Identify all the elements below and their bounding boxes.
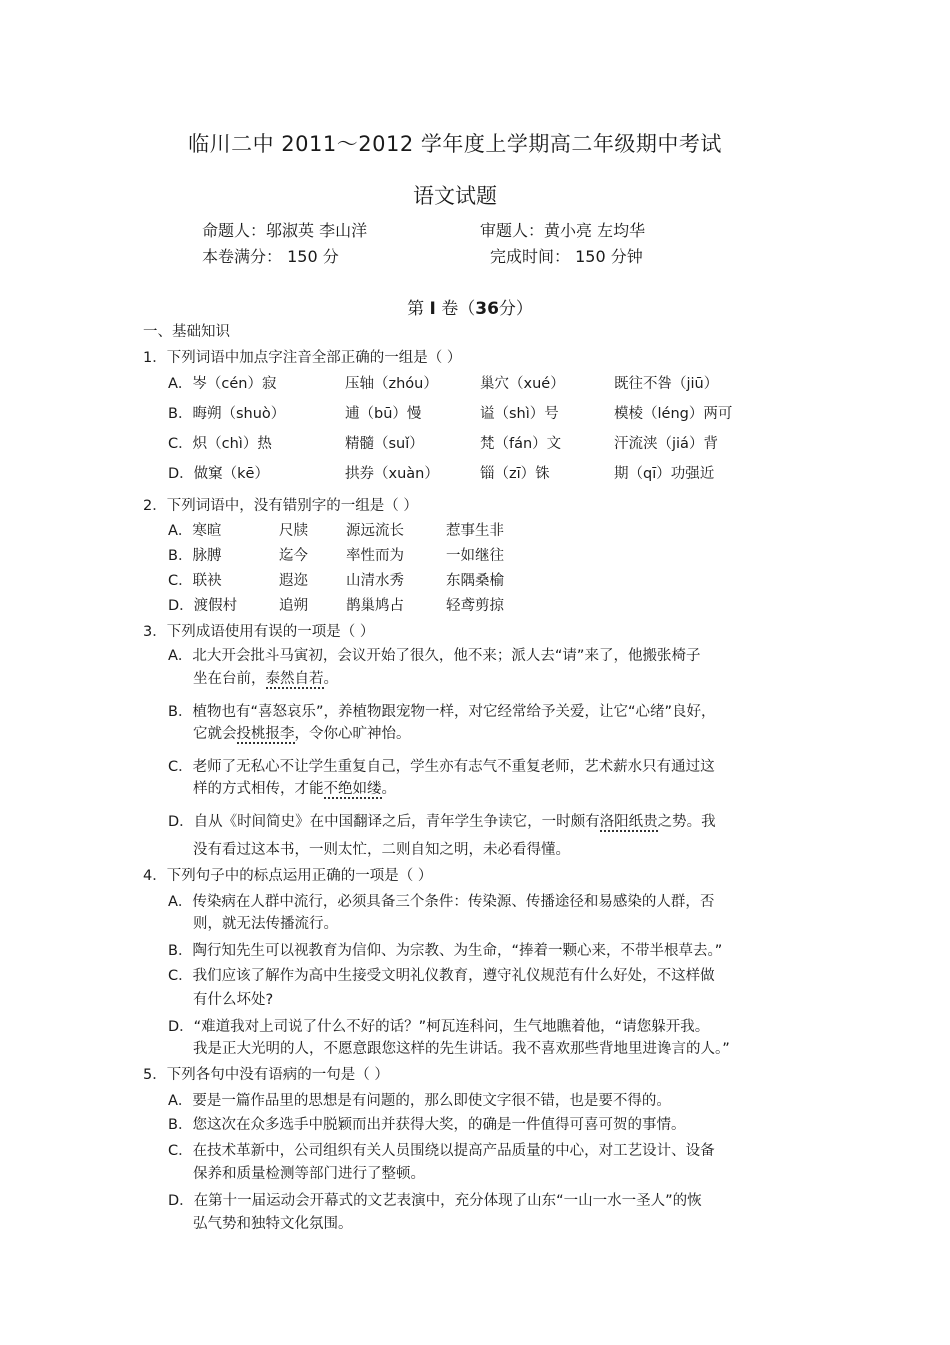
q3-c-end: 。 [381, 781, 396, 797]
question-1-stem: 1．下列词语中加点字注音全部正确的一组是（ ） [143, 350, 462, 366]
q5-option-c-line1: C．在技术革新中，公司组织有关人员围绕以提高产品质量的中心，对工艺设计、设备 [168, 1143, 715, 1159]
reviewer-line [480, 218, 645, 241]
q1-option-a-3: 巢穴（xué） [480, 376, 565, 392]
q2-option-b-2: 迄今 [279, 548, 308, 564]
q1-option-c-2: 精髓（suǐ） [345, 436, 424, 452]
q1-option-b-1: B．晦朔（shuò） [168, 406, 286, 422]
score-value: 150 分 [287, 247, 339, 266]
section-roman: Ⅰ [429, 299, 436, 319]
q1-option-a-1: A．岑（cén）寂 [168, 376, 277, 392]
q4-option-d-line2: 我是正大光明的人，不愿意跟您这样的先生讲话。我不喜欢那些背地里进谗言的人。” [193, 1041, 730, 1057]
q5-option-a-line1: A．要是一篇作品里的思想是有问题的，那么即使文字很不错，也是要不得的。 [168, 1093, 671, 1109]
q3-option-a-line2 [193, 667, 338, 688]
q2-option-b-3: 率性而为 [346, 548, 404, 564]
score-line [202, 244, 339, 267]
section-suffix: 卷（ [441, 299, 476, 319]
q3-option-d-line1 [168, 810, 716, 831]
q1-option-b-3: 谥（shì）号 [480, 406, 559, 422]
q3-a-end: 。 [323, 671, 338, 687]
q1-option-c-4: 汗流浃（jiá）背 [614, 436, 718, 452]
q2-option-c-3: 山清水秀 [346, 573, 404, 589]
q5-option-d-line2: 弘气势和独特文化氛围。 [193, 1216, 353, 1232]
q1-option-a-2: 压轴（zhóu） [345, 376, 438, 392]
section-prefix: 第 [407, 299, 425, 319]
section-heading [0, 294, 940, 319]
author-label: 命题人： [202, 221, 267, 240]
page-subtitle: 语文试题 [413, 184, 497, 208]
q3-c-text: 样的方式相传，才能 [193, 781, 324, 797]
q3-d-text: D．自从《时间简史》在中国翻译之后，青年学生争读它，一时颇有 [168, 814, 600, 830]
q3-d-dotted-idiom: 洛阳纸贵 [599, 814, 658, 830]
q3-b-text: 它就会 [193, 726, 237, 742]
q2-option-a-4: 惹事生非 [446, 523, 504, 539]
q2-option-a-3: 源远流长 [346, 523, 404, 539]
q3-a-text: 坐在台前， [193, 671, 266, 687]
q2-option-d-2: 追朔 [279, 598, 308, 614]
q3-c-dotted-idiom: 不绝如缕 [323, 781, 382, 797]
question-3-stem: 3．下列成语使用有误的一项是（ ） [143, 624, 375, 640]
q3-a-dotted-idiom: 泰然自若 [265, 671, 324, 687]
q2-option-b-1: B．脉膊 [168, 548, 222, 564]
reviewer-names: 黄小亮 左均华 [544, 221, 646, 240]
q3-option-c-line1: C．老师了无私心不让学生重复自己，学生亦有志气不重复老师，艺术薪水只有通过这 [168, 759, 715, 775]
author-names: 邬淑英 李山洋 [266, 221, 368, 240]
q4-option-c-line1: C．我们应该了解作为高中生接受文明礼仪教育，遵守礼仪规范有什么好处，不这样做 [168, 968, 715, 984]
time-value: 150 分钟 [575, 247, 643, 266]
q1-option-d-4: 期（qī）功强近 [614, 466, 715, 482]
q4-option-d-line1: D．“难道我对上司说了什么不好的话？”柯瓦连科问，生气地瞧着他，“请您躲开我。 [168, 1019, 710, 1035]
section-close: 分） [498, 299, 533, 319]
q2-option-c-1: C．联袂 [168, 573, 222, 589]
q3-b-dotted-idiom: 投桃报李 [236, 726, 295, 742]
q3-b-end: ，令你心旷神怡。 [294, 726, 411, 742]
q3-option-c-line2 [193, 777, 396, 798]
q3-option-b-line2 [193, 722, 411, 743]
q4-option-b-line1: B．陶行知先生可以视教育为信仰、为宗教、为生命，“捧着一颗心来，不带半根草去。” [168, 943, 723, 959]
time-label: 完成时间： [490, 247, 571, 266]
q2-option-a-1: A．寒暄 [168, 523, 222, 539]
time-line [490, 244, 643, 267]
q3-option-d-line2: 没有看过这本书，一则太忙，二则自知之明，未必看得懂。 [193, 842, 570, 858]
q2-option-d-1: D．渡假村 [168, 598, 238, 614]
q1-option-d-2: 拱券（xuàn） [345, 466, 439, 482]
reviewer-label: 审题人： [480, 221, 545, 240]
q1-option-d-1: D．做窠（kē） [168, 466, 269, 482]
q5-option-d-line1: D．在第十一届运动会开幕式的文艺表演中，充分体现了山东“一山一水一圣人”的恢 [168, 1193, 702, 1209]
q2-option-c-2: 遐迩 [279, 573, 308, 589]
q5-option-c-line2: 保养和质量检测等部门进行了整顿。 [193, 1166, 425, 1182]
page-title: 临川二中 2011～2012 学年度上学期高二年级期中考试 [188, 132, 722, 156]
q1-option-a-4: 既往不咎（jiū） [614, 376, 719, 392]
q1-option-b-2: 逋（bū）慢 [345, 406, 422, 422]
question-4-stem: 4．下列句子中的标点运用正确的一项是（ ） [143, 868, 433, 884]
q3-option-a-line1: A．北大开会批斗马寅初，会议开始了很久，他不来；派人去“请”来了，他搬张椅子 [168, 648, 701, 664]
q2-option-c-4: 东隅桑榆 [446, 573, 504, 589]
q4-option-c-line2: 有什么坏处? [193, 992, 274, 1008]
q4-option-a-line2: 则，就无法传播流行。 [193, 916, 338, 932]
q2-option-a-2: 尺牍 [279, 523, 308, 539]
q3-option-b-line1: B．植物也有“喜怒哀乐”，养植物跟宠物一样，对它经常给予关爱，让它“心绪”良好， [168, 704, 716, 720]
q2-option-b-4: 一如继往 [446, 548, 504, 564]
q2-option-d-3: 鹊巢鸠占 [346, 598, 404, 614]
score-label: 本卷满分： [202, 247, 283, 266]
part-heading: 一、基础知识 [143, 324, 230, 340]
question-2-stem: 2．下列词语中，没有错别字的一组是（ ） [143, 498, 418, 514]
section-points: 36 [475, 299, 499, 319]
author-line [202, 218, 367, 241]
q1-option-d-3: 锱（zī）铢 [480, 466, 550, 482]
q2-option-d-4: 轻鸢剪掠 [446, 598, 504, 614]
question-5-stem: 5．下列各句中没有语病的一句是（ ） [143, 1067, 389, 1083]
q5-option-b-line1: B．您这次在众多选手中脱颖而出并获得大奖，的确是一件值得可喜可贺的事情。 [168, 1117, 686, 1133]
q1-option-b-4: 模棱（léng）两可 [614, 406, 733, 422]
q1-option-c-3: 梵（fán）文 [480, 436, 562, 452]
q4-option-a-line1: A．传染病在人群中流行，必须具备三个条件：传染源、传播途径和易感染的人群，否 [168, 894, 715, 910]
q3-d-end: 之势。我 [657, 814, 716, 830]
q1-option-c-1: C．炽（chì）热 [168, 436, 272, 452]
